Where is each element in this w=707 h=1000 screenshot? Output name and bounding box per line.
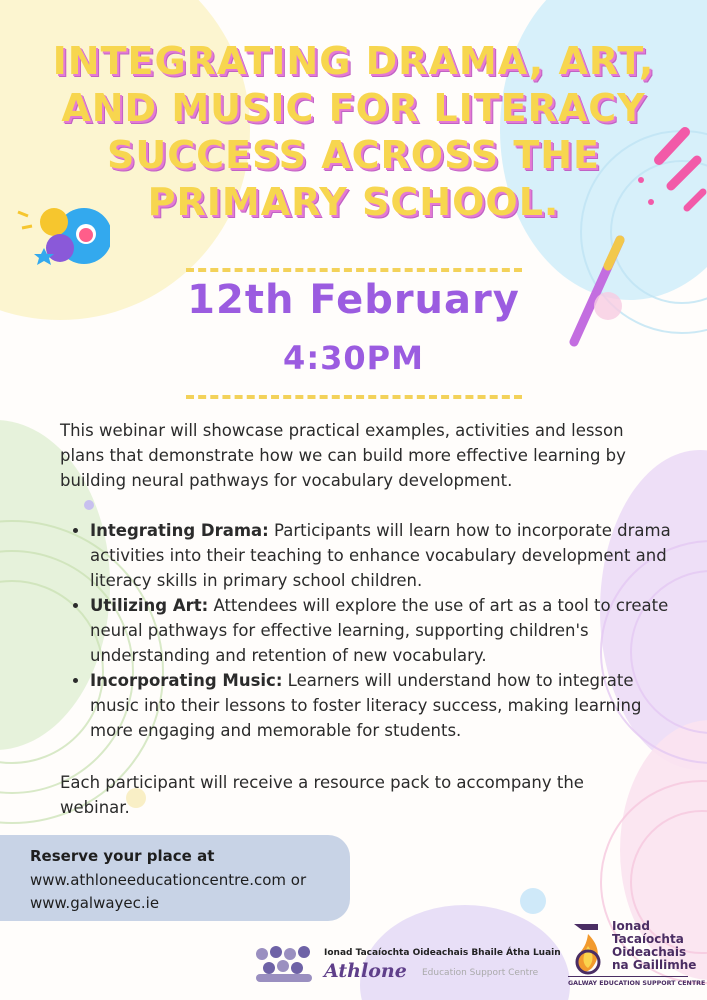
people-group-icon xyxy=(252,944,318,984)
galway-line-2: Tacaíochta xyxy=(612,932,684,946)
athlone-subtitle: Education Support Centre xyxy=(422,968,539,978)
galway-line-4: na Gaillimhe xyxy=(612,958,697,972)
galway-line-3: Oideachais xyxy=(612,945,687,959)
reserve-heading: Reserve your place at xyxy=(30,847,215,865)
list-item-text: Learners will understand how to integrate music into their lessons to foster literacy success, making learning more engaging and memorable for students. xyxy=(90,671,642,740)
athlone-logo xyxy=(252,942,561,986)
intro-paragraph: This webinar will showcase practical examples, activities and lesson plans that demonstrate how we can build more effective learning by building neural pathways for vocabulary development. xyxy=(60,421,626,490)
list-item xyxy=(90,593,680,668)
athlone-wordmark: Athlone xyxy=(324,960,407,982)
list-item-heading: Incorporating Music: xyxy=(90,671,283,690)
galway-line-1: Ionad xyxy=(612,919,650,933)
reserve-box xyxy=(0,835,350,921)
event-time: 4:30PM xyxy=(283,339,424,377)
galway-divider xyxy=(568,976,688,977)
topic-list xyxy=(70,518,680,743)
galway-footer: GALWAY EDUCATION SUPPORT CENTRE xyxy=(568,980,706,987)
flame-logo-icon xyxy=(568,920,608,978)
poster-title: INTEGRATING DRAMA, ART, AND MUSIC FOR LITERACY SUCCESS ACROSS THE PRIMARY SCHOOL. xyxy=(52,39,655,224)
galway-website-link[interactable]: www.galwayec.ie xyxy=(30,894,160,912)
dashed-divider xyxy=(186,268,522,272)
list-item-text: Participants will learn how to incorporate drama activities into their teaching to enhance vocabulary development and literacy skills in primary school children. xyxy=(90,521,671,590)
list-item-heading: Integrating Drama: xyxy=(90,521,269,540)
closing-paragraph: Each participant will receive a resource pack to accompany the webinar. xyxy=(60,773,584,817)
event-date: 12th February xyxy=(187,277,520,323)
galway-logo xyxy=(566,918,706,994)
athlone-irish-name: Ionad Tacaíochta Oideachais Bhaile Átha Luain xyxy=(324,948,561,958)
list-item-text: Attendees will explore the use of art as a tool to create neural pathways for effective learning, supporting children's understanding and retention of new vocabulary. xyxy=(90,596,669,665)
list-item-heading: Utilizing Art: xyxy=(90,596,209,615)
list-item xyxy=(90,518,680,593)
dashed-divider xyxy=(186,395,522,399)
athlone-website-link[interactable]: www.athloneeducationcentre.com or xyxy=(30,871,307,889)
list-item xyxy=(90,668,680,743)
